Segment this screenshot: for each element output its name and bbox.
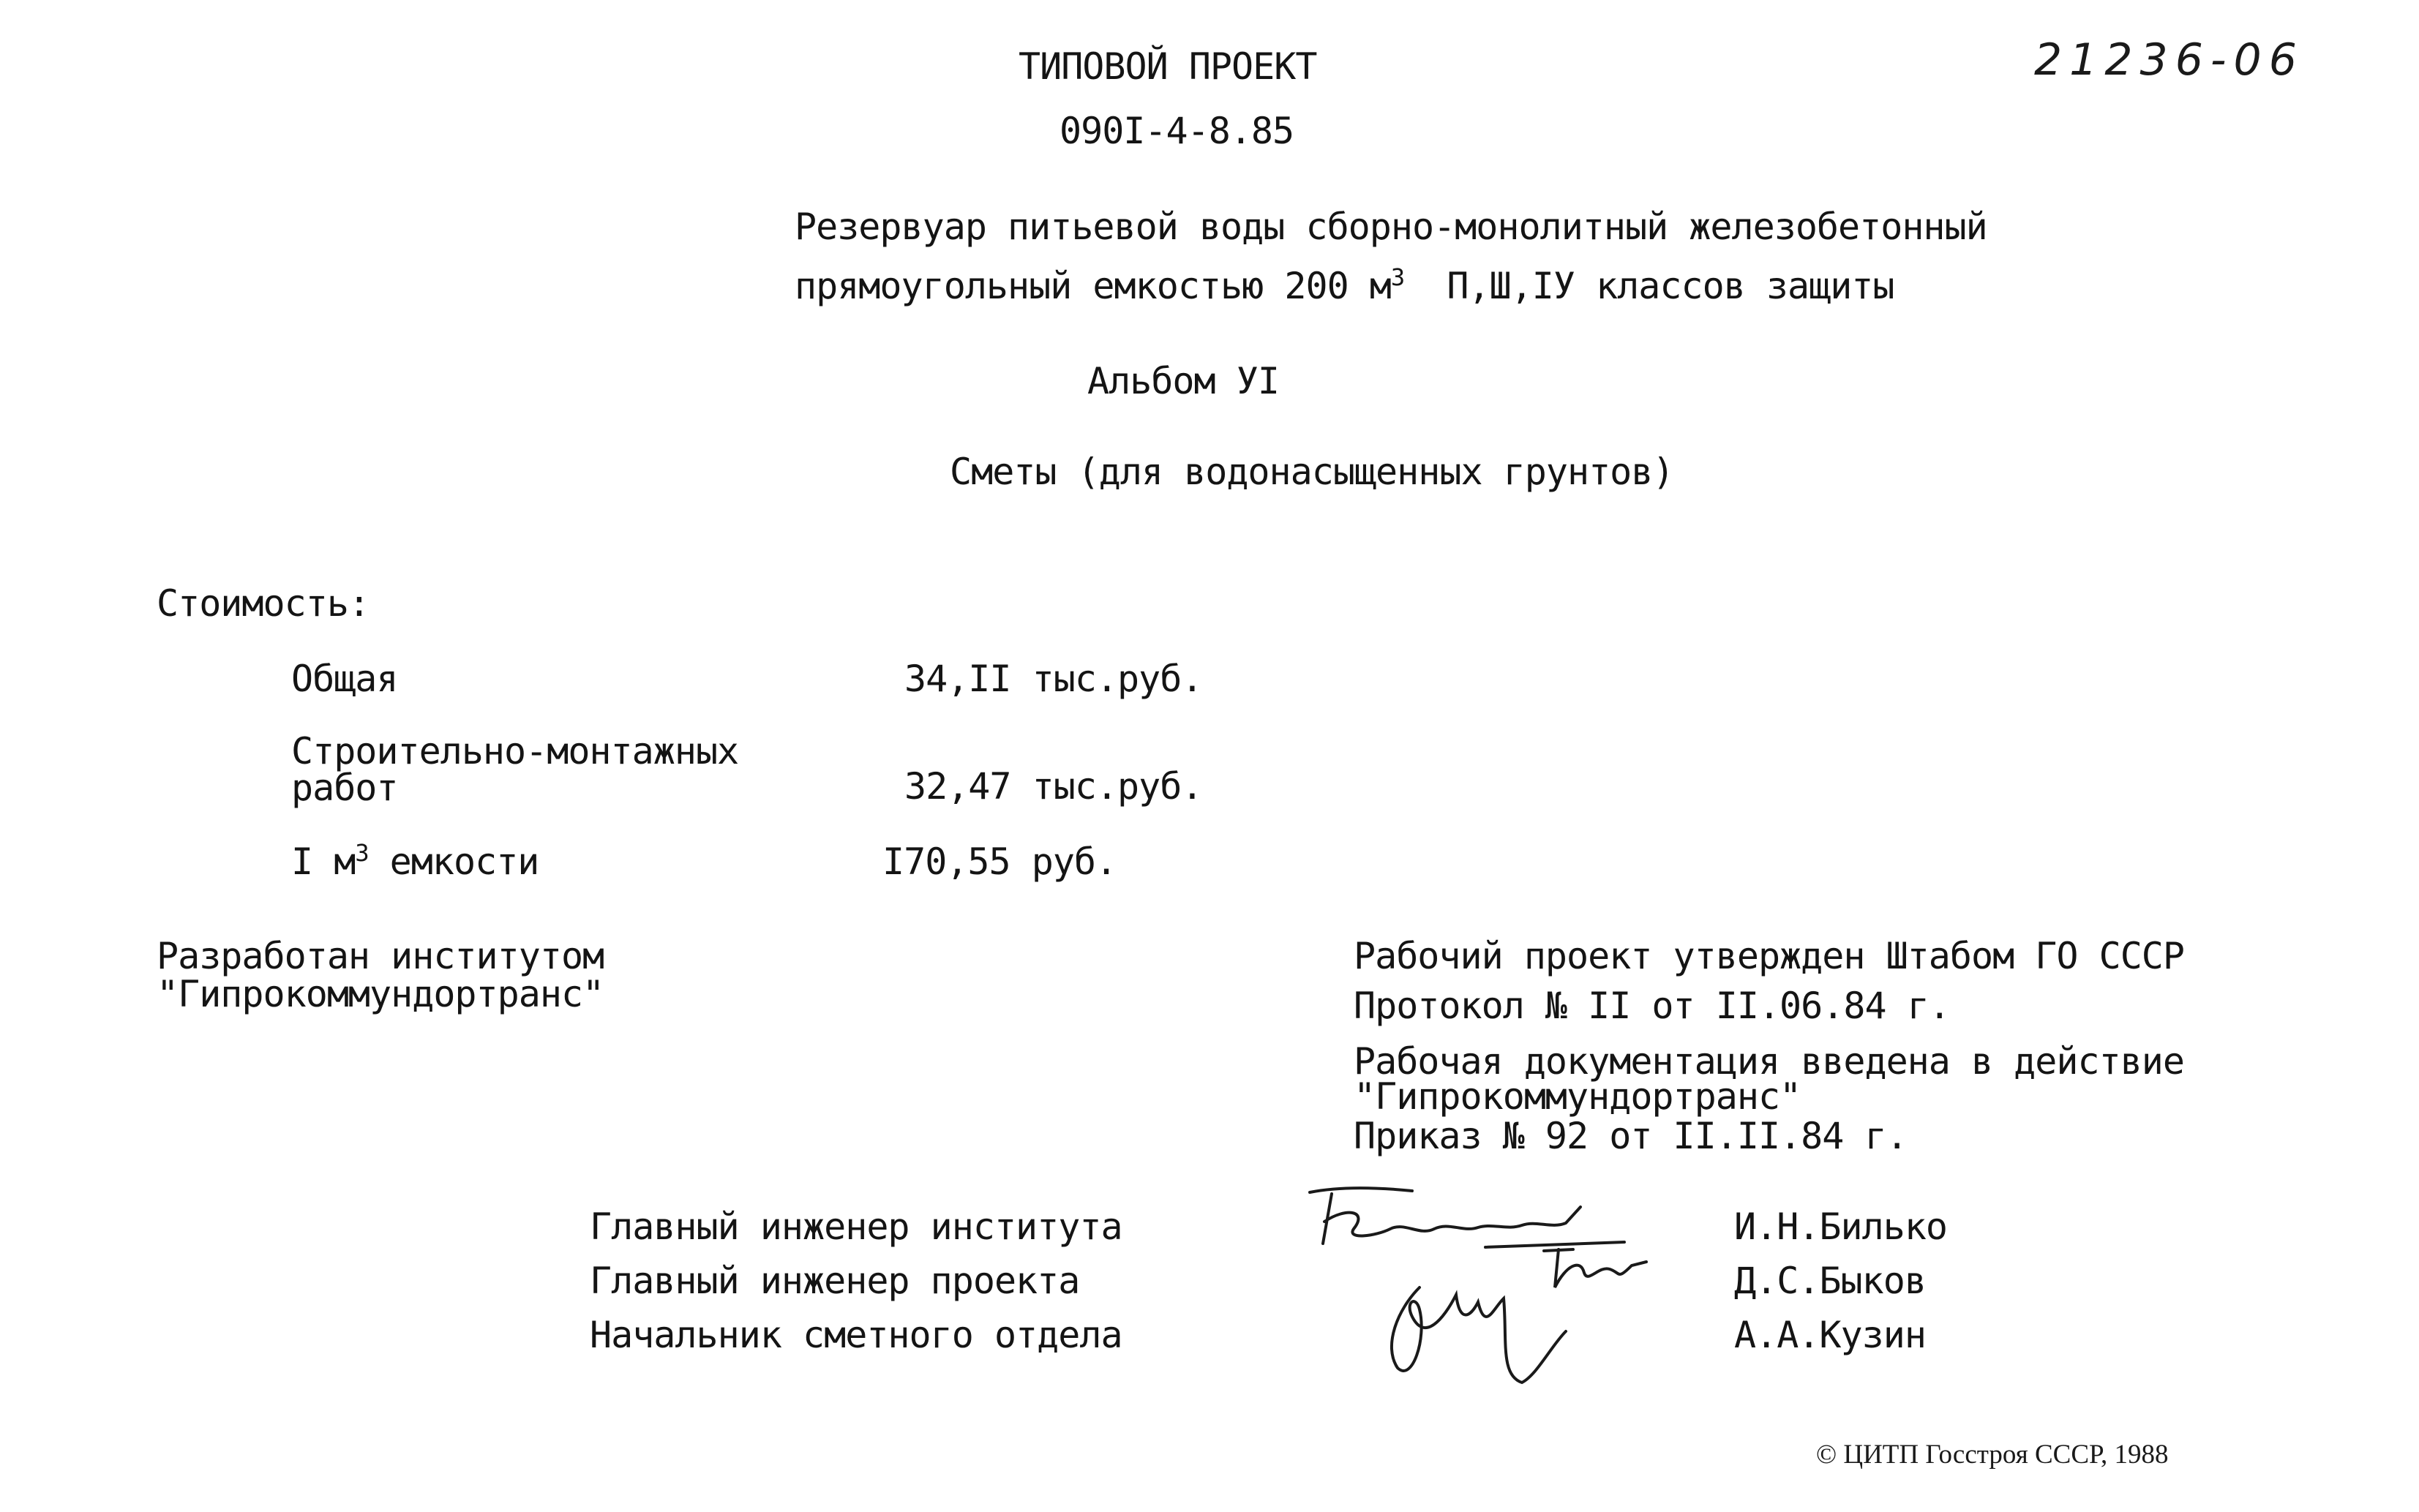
subject-line-2: прямоугольный емкостью 200 $м^3$ П,Ш,IУ классов защиты	[795, 263, 1894, 307]
cost-per-m3-label: I $м^3$ емкости	[291, 839, 539, 883]
cost-heading: Стоимость:	[157, 582, 370, 625]
approval-line-1: Рабочий проект утвержден Штабом ГО СССР	[1354, 935, 2184, 977]
subject-line-1: Резервуар питьевой воды сборно-монолитный железобетонный	[795, 206, 1987, 248]
signatory-role-chief-engineer-institute: Главный инженер института	[590, 1206, 1122, 1248]
signatory-name-bilko: И.Н.Билько	[1734, 1206, 1948, 1248]
approval-line-5: Приказ № 92 от II.II.84 г.	[1354, 1115, 1908, 1157]
cost-construction-label-1: Строительно-монтажных	[291, 730, 739, 772]
signatory-name-kuzin: А.А.Кузин	[1734, 1314, 1926, 1356]
signatory-role-head-estimates: Начальник сметного отдела	[590, 1314, 1122, 1356]
cost-construction-label-2: работ	[291, 767, 398, 809]
approval-line-4: "Гипрокоммундортранс"	[1354, 1075, 1801, 1118]
estimate-title: Сметы (для водонасыщенных грунтов)	[950, 451, 1674, 493]
copyright-footer: © ЦИТП Госстроя СССР, 1988	[1816, 1440, 2169, 1470]
project-type-title: ТИПОВОЙ ПРОЕКТ	[1019, 45, 1317, 88]
document-number: 21236-06	[2034, 34, 2304, 86]
developer-line-2: "Гипрокоммундортранс"	[157, 973, 604, 1015]
approval-line-2: Протокол № II от II.06.84 г.	[1354, 985, 1950, 1027]
cost-total-label: Общая	[291, 658, 398, 700]
cost-per-m3-value: I70,55 руб.	[882, 840, 1117, 883]
signature-kuzin-icon	[1376, 1265, 1580, 1397]
approval-line-3: Рабочая документация введена в действие	[1354, 1040, 2184, 1083]
developer-line-1: Разработан институтом	[157, 935, 604, 977]
project-code: 090I-4-8.85	[1060, 110, 1294, 152]
cost-total-value: 34,II тыс.руб.	[904, 658, 1203, 700]
signatory-role-chief-engineer-project: Главный инженер проекта	[590, 1260, 1080, 1302]
album-title: Альбом УI	[1087, 360, 1279, 402]
cost-construction-value: 32,47 тыс.руб.	[904, 765, 1203, 808]
signatory-name-bykov: Д.С.Быков	[1734, 1260, 1926, 1302]
